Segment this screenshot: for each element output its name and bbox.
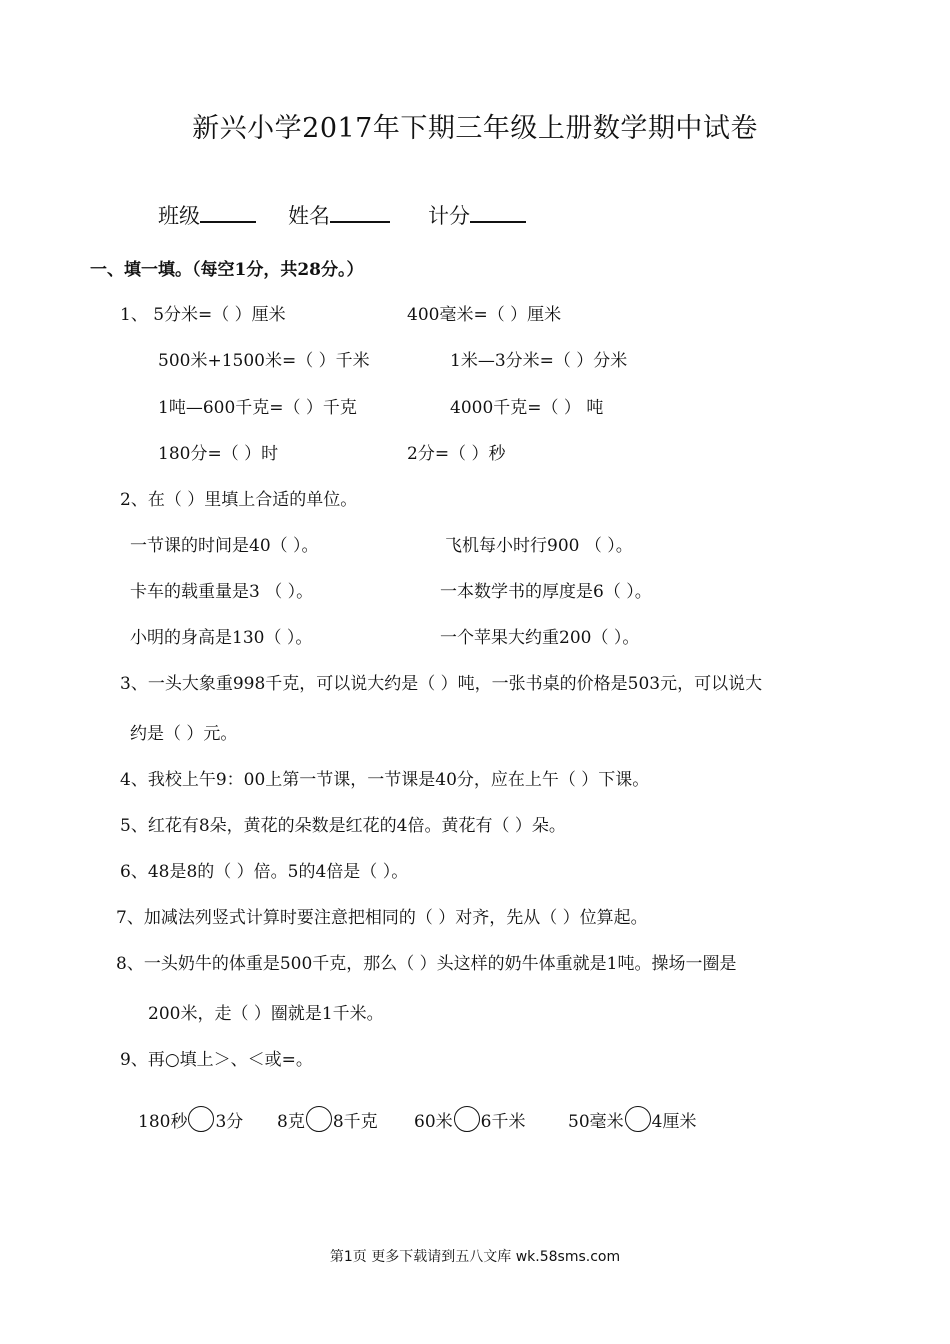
q9-left-4: 50毫米 xyxy=(568,1112,624,1132)
q9-left-2: 8克 xyxy=(277,1112,305,1132)
class-field xyxy=(158,200,256,230)
q9-left-3: 60米 xyxy=(414,1112,453,1132)
score-blank xyxy=(470,201,526,223)
name-field xyxy=(288,200,390,230)
q3-line2: 约是（ ）元。 xyxy=(130,724,238,744)
q8-line1: 8、一头奶牛的体重是500千克，那么（ ）头这样的奶牛体重就是1吨。操场一圈是 xyxy=(116,954,737,974)
class-label: 班级 xyxy=(158,204,200,228)
q1-row1-right: 400毫米=（ ）厘米 xyxy=(407,305,562,325)
compare-circle[interactable] xyxy=(454,1106,480,1132)
q1-row4-left: 180分=（ ）时 xyxy=(158,444,279,464)
q9-compare-2 xyxy=(277,1106,378,1132)
q5-text: 5、红花有8朵，黄花的朵数是红花的4倍。黄花有（ ）朵。 xyxy=(120,816,566,836)
q2-item-b3: 一个苹果大约重200（ ）。 xyxy=(440,628,640,648)
compare-circle[interactable] xyxy=(625,1106,651,1132)
q9-right-3: 6千米 xyxy=(480,1112,526,1132)
name-blank xyxy=(330,201,390,223)
q8-line2: 200米，走（ ）圈就是1千米。 xyxy=(148,1004,384,1024)
score-label: 计分 xyxy=(428,204,470,228)
q6-text: 6、48是8的（ ）倍。5的4倍是（ ）。 xyxy=(120,862,409,882)
q9-compare-3 xyxy=(414,1106,525,1132)
q9-right-2: 8千克 xyxy=(332,1112,378,1132)
q2-item-b2: 一本数学书的厚度是6（ ）。 xyxy=(440,582,652,602)
page-title: 新兴小学2017年下期三年级上册数学期中试卷 xyxy=(192,113,758,144)
q2-stem: 2、在（ ）里填上合适的单位。 xyxy=(120,490,358,510)
q9-compare-1 xyxy=(138,1106,243,1132)
q7-text: 7、加减法列竖式计算时要注意把相同的（ ）对齐，先从（ ）位算起。 xyxy=(116,908,648,928)
compare-circle[interactable] xyxy=(306,1106,332,1132)
q2-item-a1: 一节课的时间是40（ ）。 xyxy=(130,536,319,556)
q2-item-b1: 飞机每小时行900 （ ）。 xyxy=(445,536,633,556)
section-heading: 一、填一填。（每空1分，共28分。） xyxy=(90,260,364,280)
q9-right-1: 3分 xyxy=(215,1112,244,1132)
q4-text: 4、我校上午9：00上第一节课，一节课是40分，应在上午（ ）下课。 xyxy=(120,770,650,790)
q9-compare-4 xyxy=(568,1106,696,1132)
q9-left-1: 180秒 xyxy=(138,1112,188,1132)
q1-row1-left: 1、 5分米=（ ）厘米 xyxy=(120,305,286,325)
q1-row3-right: 4000千克=（ ） 吨 xyxy=(450,398,604,418)
q1-row2-right: 1米—3分米=（ ）分米 xyxy=(450,351,628,371)
class-blank xyxy=(200,201,256,223)
name-label: 姓名 xyxy=(288,204,330,228)
q2-item-a2: 卡车的载重量是3 （ ）。 xyxy=(130,582,314,602)
q1-row3-left: 1吨—600千克=（ ）千克 xyxy=(158,398,357,418)
q2-item-a3: 小明的身高是130（ ）。 xyxy=(130,628,313,648)
score-field xyxy=(428,200,526,230)
q1-row4-right: 2分=（ ）秒 xyxy=(407,444,506,464)
page-footer: 第1页 更多下载请到五八文库 wk.58sms.com xyxy=(329,1249,621,1265)
q3-line1: 3、一头大象重998千克，可以说大约是（ ）吨，一张书桌的价格是503元，可以说大 xyxy=(120,674,763,694)
q9-stem: 9、再○填上＞、＜或=。 xyxy=(120,1050,313,1070)
q1-row2-left: 500米+1500米=（ ）千米 xyxy=(158,351,370,371)
q9-right-4: 4厘米 xyxy=(651,1112,697,1132)
compare-circle[interactable] xyxy=(188,1106,214,1132)
